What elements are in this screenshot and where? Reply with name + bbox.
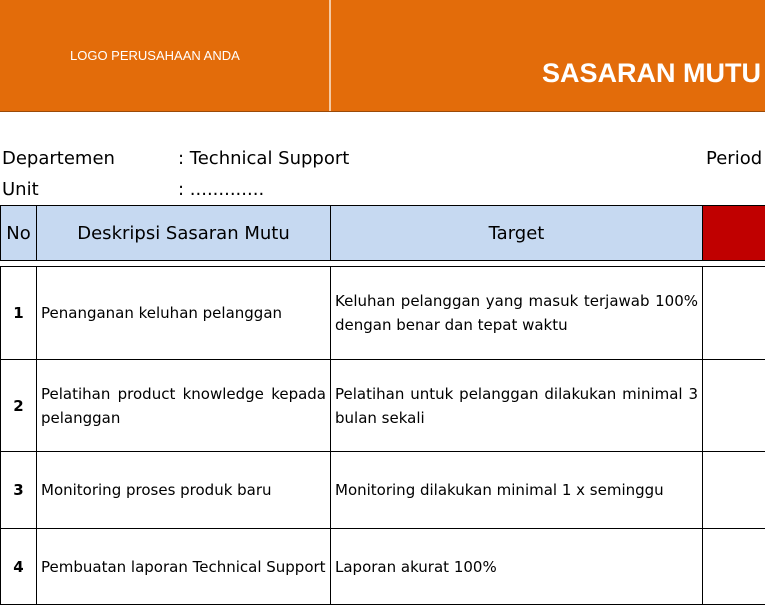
- column-header-no: No: [1, 206, 37, 261]
- company-logo-placeholder: LOGO PERUSAHAAN ANDA: [70, 48, 240, 63]
- table-header-row: [1, 206, 765, 261]
- department-value: : Technical Support: [178, 148, 349, 169]
- row-description: Monitoring proses produk baru: [37, 452, 331, 529]
- row-extra-cell: [703, 360, 765, 452]
- column-header-extra: [703, 206, 765, 261]
- column-header-description: Deskripsi Sasaran Mutu: [37, 206, 331, 261]
- table-row: [1, 529, 765, 605]
- row-extra-cell: [703, 267, 765, 360]
- row-number: 3: [1, 452, 37, 529]
- table-row: [1, 267, 765, 360]
- column-header-target: Target: [331, 206, 703, 261]
- row-description: Penanganan keluhan pelanggan: [37, 267, 331, 360]
- period-label: Period: [706, 148, 762, 169]
- row-number: 4: [1, 529, 37, 605]
- row-extra-cell: [703, 529, 765, 605]
- row-extra-cell: [703, 452, 765, 529]
- row-target: Laporan akurat 100%: [331, 529, 703, 605]
- unit-label: Unit: [2, 179, 39, 200]
- header-divider: [329, 0, 331, 111]
- row-target: Monitoring dilakukan minimal 1 x seminggu: [331, 452, 703, 529]
- document-title: SASARAN MUTU: [542, 58, 761, 89]
- row-target: Pelatihan untuk pelanggan dilakukan minimal 3 bulan sekali: [331, 360, 703, 452]
- row-description: Pelatihan product knowledge kepada pelanggan: [37, 360, 331, 452]
- row-number: 2: [1, 360, 37, 452]
- table-row: [1, 360, 765, 452]
- document-header: [0, 0, 765, 112]
- table-row: [1, 452, 765, 529]
- unit-value: : .............: [178, 179, 264, 200]
- row-number: 1: [1, 267, 37, 360]
- row-description: Pembuatan laporan Technical Support: [37, 529, 331, 605]
- row-target: Keluhan pelanggan yang masuk terjawab 100% dengan benar dan tepat waktu: [331, 267, 703, 360]
- quality-objectives-table: [0, 205, 765, 605]
- department-label: Departemen: [2, 148, 115, 169]
